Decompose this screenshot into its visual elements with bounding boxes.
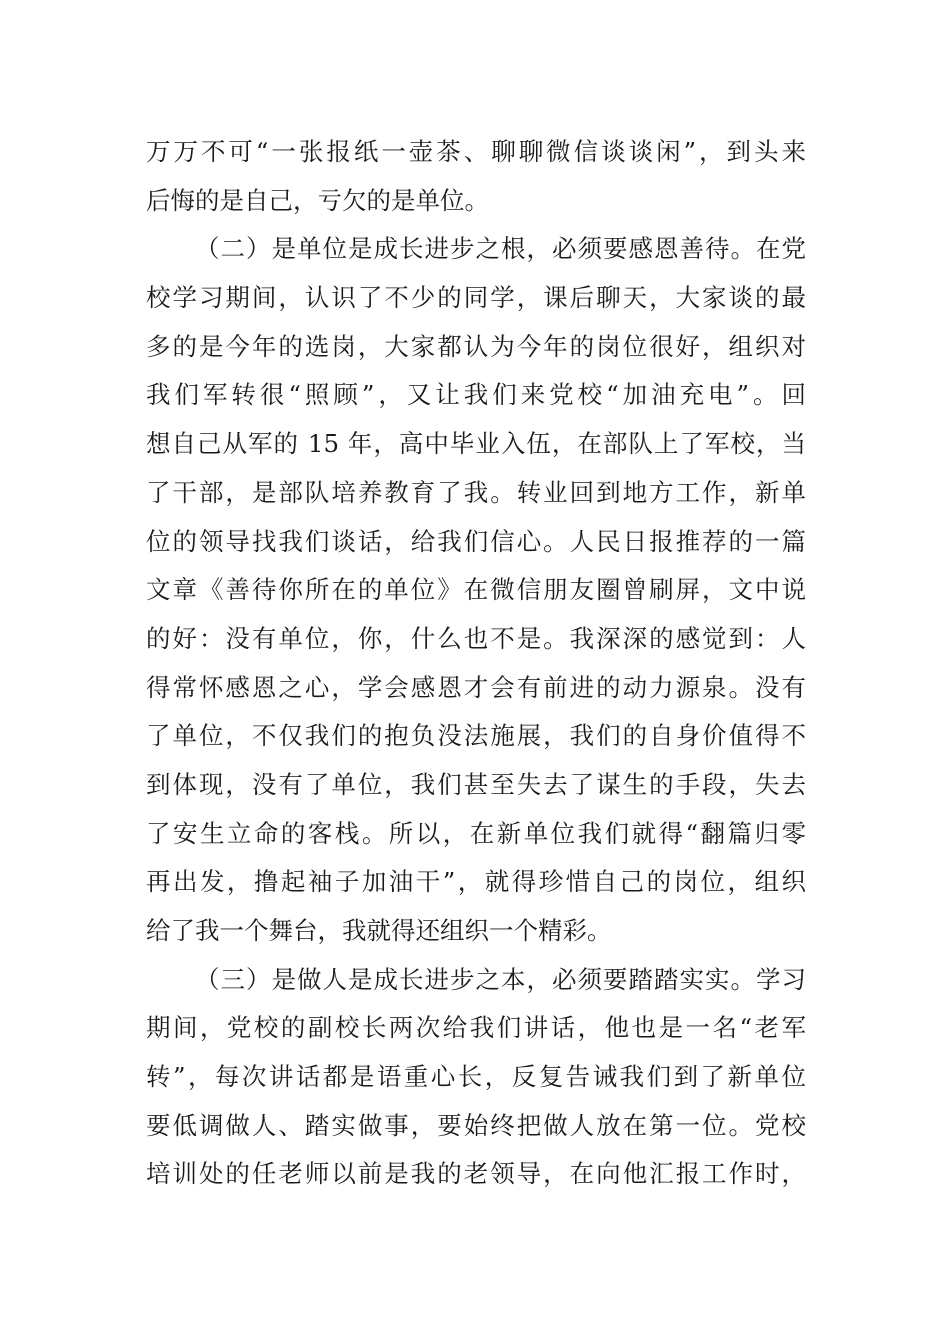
paragraph-start-line: （三）是做人是成长进步之本，必须要踏踏实实。学习 [195, 964, 806, 994]
text-line: 多的是今年的选岗，大家都认为今年的岗位很好，组织对 [146, 331, 806, 361]
body-text [146, 128, 806, 1199]
text-line: 转”，每次讲话都是语重心长，反复告诫我们到了新单位 [146, 1062, 806, 1092]
text-line: 了干部，是部队培养教育了我。转业回到地方工作，新单 [146, 477, 806, 507]
text-line: 我们军转很“照顾”，又让我们来党校“加油充电”。回 [146, 380, 806, 410]
paragraph-start-line: （二）是单位是成长进步之根，必须要感恩善待。在党 [195, 234, 806, 264]
text-line: 后悔的是自己，亏欠的是单位。 [146, 185, 489, 215]
text-line: 位的领导找我们谈话，给我们信心。人民日报推荐的一篇 [146, 526, 806, 556]
text-line: 文章《善待你所在的单位》在微信朋友圈曾刷屏，文中说 [146, 575, 806, 605]
text-line: 期间，党校的副校长两次给我们讲话，他也是一名“老军 [146, 1013, 806, 1043]
text-line: 万万不可“一张报纸一壶茶、聊聊微信谈谈闲”，到头来 [146, 137, 806, 166]
text-line: 得常怀感恩之心，学会感恩才会有前进的动力源泉。没有 [146, 672, 806, 702]
text-line: 的好：没有单位，你，什么也不是。我深深的感觉到：人 [146, 623, 806, 653]
text-line: 了单位，不仅我们的抱负没法施展，我们的自身价值得不 [146, 721, 806, 751]
text-line: 培训处的任老师以前是我的老领导，在向他汇报工作时， [146, 1159, 806, 1189]
text-line: 要低调做人、踏实做事，要始终把做人放在第一位。党校 [146, 1110, 806, 1140]
text-line: 给了我一个舞台，我就得还组织一个精彩。 [146, 916, 612, 945]
text-line: 再出发，撸起袖子加油干”，就得珍惜自己的岗位，组织 [146, 867, 806, 897]
text-line: 了安生立命的客栈。所以，在新单位我们就得“翻篇归零 [146, 818, 806, 848]
text-line: 想自己从军的 15 年，高中毕业入伍，在部队上了军校，当 [146, 429, 806, 459]
text-line: 校学习期间，认识了不少的同学，课后聊天，大家谈的最 [146, 283, 806, 313]
text-line: 到体现，没有了单位，我们甚至失去了谋生的手段，失去 [146, 769, 806, 799]
